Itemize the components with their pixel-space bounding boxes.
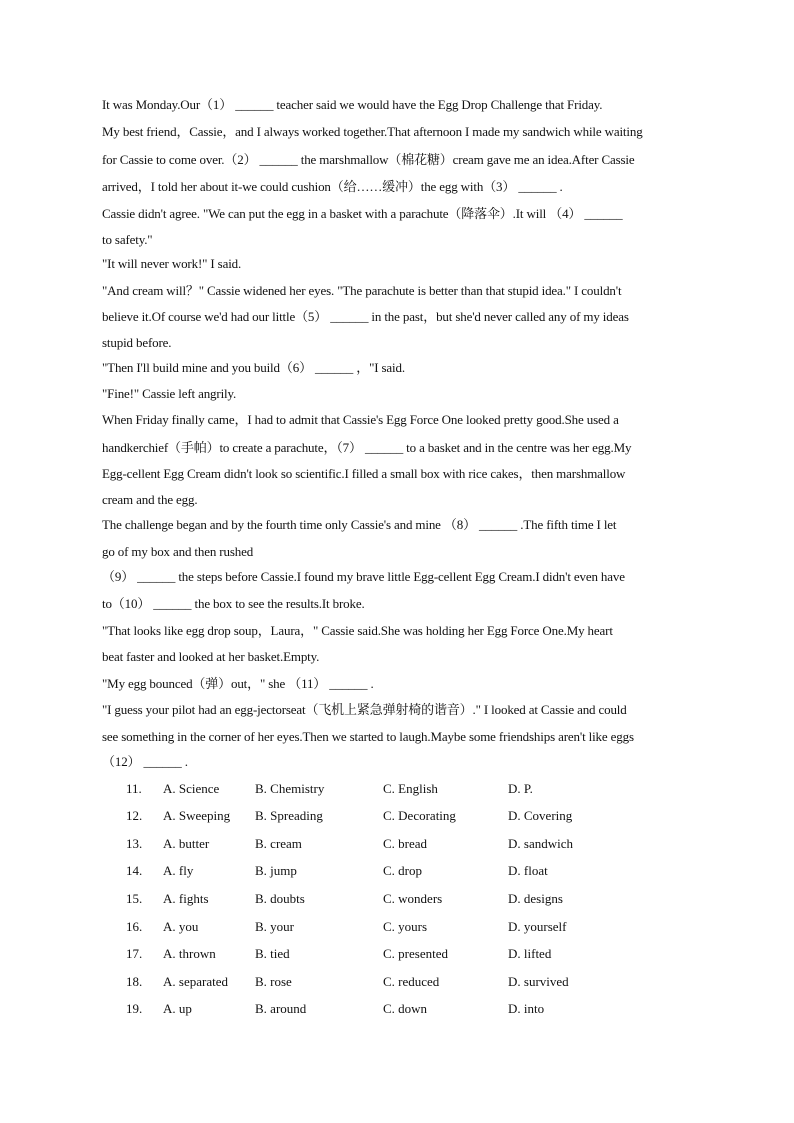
option-d: D. float: [508, 863, 548, 878]
passage-line: arrived，I told her about it-we could cushion（给……缓冲）the egg with（3） ______ .: [102, 179, 563, 194]
passage-line: cream and the egg.: [102, 492, 198, 507]
option-d: D. sandwich: [508, 836, 573, 851]
passage-line: to safety.": [102, 232, 153, 247]
passage-line: （12） ______ .: [102, 754, 188, 769]
question-number: 17.: [126, 946, 143, 961]
option-c: C. drop: [383, 863, 422, 878]
option-a: A. butter: [163, 836, 210, 851]
option-c: C. presented: [383, 946, 448, 961]
question-number: 16.: [126, 919, 143, 934]
option-c: C. down: [383, 1001, 428, 1016]
passage-line: Cassie didn't agree. "We can put the egg in a basket with a parachute（降落伞）.It will （4） ______: [102, 206, 623, 221]
question-number: 13.: [126, 836, 143, 851]
question-number: 12.: [126, 808, 143, 823]
passage-line: The challenge began and by the fourth time only Cassie's and mine （8） ______ .The fifth time I let: [102, 517, 617, 532]
question-number: 14.: [126, 863, 143, 878]
option-d: D. lifted: [508, 946, 552, 961]
passage-line: （9） ______ the steps before Cassie.I found my brave little Egg-cellent Egg Cream.I didn't even have: [102, 569, 625, 584]
passage-line: "I guess your pilot had an egg-jectorseat（飞机上紧急弹射椅的谐音）." I looked at Cassie and could: [102, 702, 627, 717]
option-d: D. designs: [508, 891, 563, 906]
option-a: A. thrown: [163, 946, 216, 961]
option-b: B. doubts: [255, 891, 305, 906]
question-number: 11.: [126, 781, 142, 796]
option-c: C. wonders: [383, 891, 443, 906]
question-number: 19.: [126, 1001, 143, 1016]
option-b: B. jump: [255, 863, 297, 878]
passage-line: believe it.Of course we'd had our little（5） ______ in the past，but she'd never called any of my ideas: [102, 309, 629, 324]
option-b: B. around: [255, 1001, 307, 1016]
option-d: D. into: [508, 1001, 545, 1016]
option-a: A. separated: [163, 974, 228, 989]
passage-line: My best friend，Cassie，and I always worked together.That afternoon I made my sandwich while waiting: [102, 124, 643, 139]
option-a: A. Science: [163, 781, 220, 796]
passage-line: "Fine!" Cassie left angrily.: [102, 386, 237, 401]
option-b: B. Chemistry: [255, 781, 325, 796]
passage-line: stupid before.: [102, 335, 172, 350]
option-b: B. your: [255, 919, 294, 934]
option-a: A. fly: [163, 863, 194, 878]
option-b: B. Spreading: [255, 808, 323, 823]
option-b: B. tied: [255, 946, 290, 961]
passage-line: It was Monday.Our（1） ______ teacher said we would have the Egg Drop Challenge that Friday.: [102, 97, 603, 112]
option-d: D. Covering: [508, 808, 573, 823]
question-number: 15.: [126, 891, 143, 906]
passage-line: "It will never work!" I said.: [102, 256, 242, 271]
passage-line: "My egg bounced（弹）out，" she （11） ______ .: [102, 676, 374, 691]
option-c: C. Decorating: [383, 808, 456, 823]
passage-line: go of my box and then rushed: [102, 544, 254, 559]
option-b: B. cream: [255, 836, 302, 851]
passage-line: "That looks like egg drop soup，Laura，" Cassie said.She was holding her Egg Force One.My heart: [102, 623, 613, 638]
option-c: C. yours: [383, 919, 428, 934]
passage-line: handkerchief（手帕）to create a parachute，（7） ______ to a basket and in the centre was her egg.My: [102, 440, 632, 455]
option-d: D. survived: [508, 974, 569, 989]
passage-line: When Friday finally came，I had to admit that Cassie's Egg Force One looked pretty good.She used a: [102, 412, 619, 427]
option-a: A. fights: [163, 891, 209, 906]
passage-line: for Cassie to come over.（2） ______ the marshmallow（棉花糖）cream gave me an idea.After Cassie: [102, 152, 635, 167]
option-c: C. reduced: [383, 974, 440, 989]
passage-line: "Then I'll build mine and you build（6） ______ ，"I said.: [102, 360, 405, 375]
question-number: 18.: [126, 974, 143, 989]
option-d: D. P.: [508, 781, 533, 796]
option-c: C. bread: [383, 836, 428, 851]
option-b: B. rose: [255, 974, 292, 989]
passage-line: Egg-cellent Egg Cream didn't look so scientific.I filled a small box with rice cakes，then marshmallow: [102, 466, 626, 481]
option-c: C. English: [383, 781, 438, 796]
passage-line: "And cream will？" Cassie widened her eyes. "The parachute is better than that stupid idea." I couldn't: [102, 283, 622, 298]
option-d: D. yourself: [508, 919, 567, 934]
passage-line: to（10） ______ the box to see the results.It broke.: [102, 596, 365, 611]
option-a: A. Sweeping: [163, 808, 231, 823]
passage-line: beat faster and looked at her basket.Empty.: [102, 649, 320, 664]
passage-line: see something in the corner of her eyes.Then we started to laugh.Maybe some friendships aren't like eggs: [102, 729, 634, 744]
option-a: A. you: [163, 919, 199, 934]
option-a: A. up: [163, 1001, 192, 1016]
